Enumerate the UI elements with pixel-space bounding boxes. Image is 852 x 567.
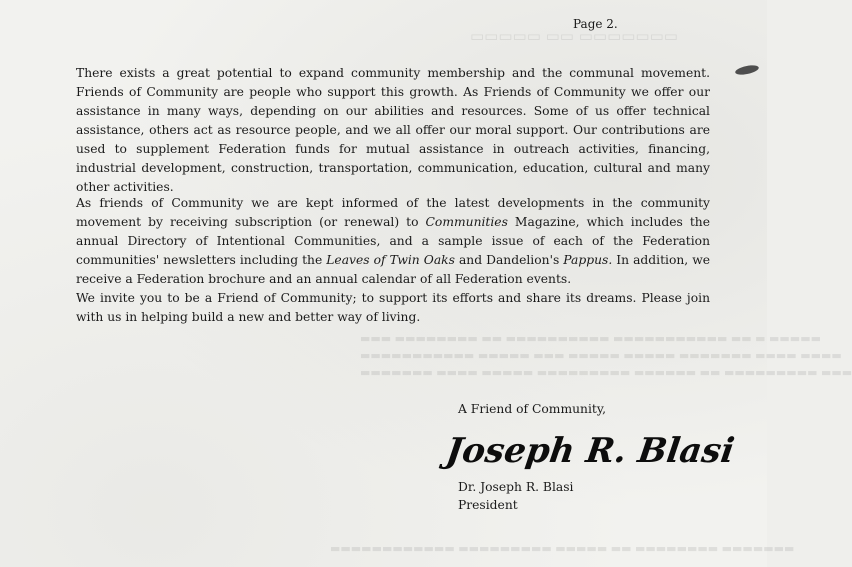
newsletter-title: Leaves of Twin Oaks [326, 253, 455, 267]
handwritten-signature [443, 426, 737, 476]
signer-name: Dr. Joseph R. Blasi [458, 480, 574, 494]
paragraph-text: and Dandelion's [454, 253, 564, 267]
signer-title: President [458, 498, 518, 512]
bleed-through-text: ▬▬▬ ▬▬▬▬▬▬▬▬ ▬▬ ▬▬▬▬▬▬▬▬▬▬ ▬▬▬▬▬▬▬▬▬▬▬ ▬▬ ▬ ▬▬▬▬▬ [360, 332, 821, 345]
paragraph-text: As friends of Community we are kept informed of the latest developments in the community movement by receiving subscription (or renewal) to [76, 196, 710, 229]
signature-text: Joseph R. Blasi [443, 431, 737, 471]
paragraph-subscription [76, 194, 710, 289]
closing-salutation: A Friend of Community, [458, 402, 607, 416]
ink-smudge [734, 64, 759, 77]
bleed-through-text: ▬▬▬▬▬▬▬ ▬▬▬▬ ▬▬▬▬▬ ▬▬▬▬▬▬▬▬▬ ▬▬▬▬▬▬ ▬▬ ▬▬▬▬▬▬▬▬▬ ▬▬▬ [360, 366, 852, 379]
paragraph-text: In addition, we receive a Federation brochure and an annual calendar of all Federation events. [76, 253, 711, 286]
newsletter-title: Pappus. [563, 253, 613, 267]
bleed-through-text: ▬▬▬▬▬▬▬▬▬▬▬▬ ▬▬▬▬▬▬▬▬▬ ▬▬▬▬▬ ▬▬ ▬▬▬▬▬▬▬▬ ▬▬▬▬▬▬▬ [330, 542, 795, 555]
bleed-through-text: ▬▬▬▬▬▬▬▬▬▬▬ ▬▬▬▬▬ ▬▬▬ ▬▬▬▬▬ ▬▬▬▬▬ ▬▬▬▬▬▬▬ ▬▬▬▬ ▬▬▬▬ [360, 349, 842, 362]
paragraph-invitation: We invite you to be a Friend of Community; to support its efforts and share its dreams. Please join with us in helping build a new and better way of living. [76, 291, 710, 324]
bleed-through-heading: ▭▭▭▭▭ ▭▭ ▭▭▭▭▭▭▭ [470, 27, 678, 45]
page-number: Page 2. [573, 17, 618, 31]
paragraph-text: Magazine, which includes the annual Directory of Intentional Communities, and a sample issue of each of the Federation communities' newsletters including the [76, 215, 710, 267]
magazine-title: Communities [425, 215, 508, 229]
paragraph-potential: There exists a great potential to expand community membership and the communal movement. Friends of Community are people who support this growth. As Friends of Community we offer our assistance in many ways, depending on our abilities and resources. Some of us offer technical assistance, others act as resource people, and we all offer our moral support. Our contributions are used to supplement Federation funds for mutual assistance in outreach activities, financing, industrial development, construction, transportation, communication, education, cultural and many other activities. [76, 66, 710, 194]
